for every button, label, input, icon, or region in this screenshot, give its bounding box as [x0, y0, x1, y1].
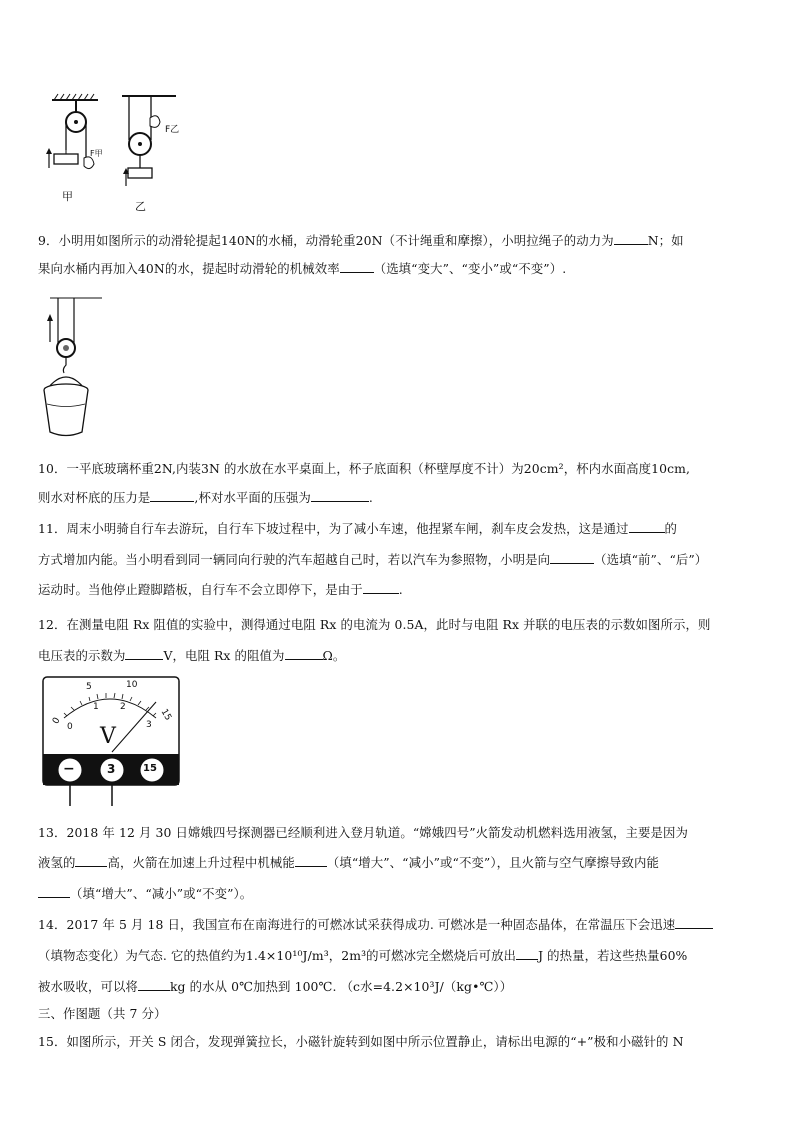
q9-blank-1[interactable]: [614, 233, 648, 245]
figure-label-jia: 甲: [62, 190, 73, 203]
q15-line1: 15．如图所示，开关 S 闭合，发现弹簧拉长，小磁针旋转到如图中所示位置静止，请标出电源的“+”极和小磁针的 N: [38, 1034, 684, 1049]
q13-blank-3[interactable]: [38, 886, 70, 898]
q11-line3: 运动时。当他停止蹬脚踏板，自行车不会立即停下，是由于 .: [38, 582, 403, 597]
q11-line2: 方式增加内能。当小明看到同一辆同向行驶的汽车超越自己时，若以汽车为参照物，小明是向 （选填“前”、“后”）: [38, 552, 708, 567]
q10-blank-2[interactable]: [311, 490, 369, 502]
terminal-negative[interactable]: −: [63, 761, 75, 777]
q14-line2: （填物态变化）为气态. 它的热值约为1.4×10¹⁰J/m³，2m³的可燃冰完全燃烧后可放出 J 的热量，若这些热量60%: [38, 948, 688, 963]
force-label-b: F乙: [165, 125, 180, 135]
q10-line1: 10．一平底玻璃杯重2N,内装3N 的水放在水平桌面上，杯子底面积（杯壁厚度不计）为20cm²，杯内水面高度10cm,: [38, 461, 691, 476]
q14-line1: 14．2017 年 5 月 18 日，我国宣布在南海进行的可燃冰试采获得成功. 可燃冰是一种固态晶体，在常温压下会迅速: [38, 915, 713, 933]
voltmeter-figure: [42, 676, 182, 808]
scale-big-10: 10: [126, 680, 138, 690]
q12-blank-2[interactable]: [285, 648, 323, 660]
terminal-3[interactable]: 3: [107, 762, 116, 776]
scale-small-3: 3: [146, 720, 152, 730]
q9-line2: 果向水桶内再加入40N的水，提起时动滑轮的机械效率 （选填“变大”、“变小”或“不变”）.: [38, 261, 567, 276]
force-label-a: F甲: [90, 149, 103, 158]
terminal-15[interactable]: 15: [143, 763, 157, 774]
q12-line2: 电压表的示数为 V，电阻 Rx 的阻值为 Ω。: [38, 648, 346, 663]
q13-blank-2[interactable]: [295, 855, 327, 867]
q11-blank-1[interactable]: [629, 521, 665, 533]
pulley-figure-top: [40, 88, 190, 213]
q12-line1: 12．在测量电阻 Rx 阻值的实验中，测得通过电阻 Rx 的电流为 0.5A，此时与电阻 Rx 并联的电压表的示数如图所示，则: [38, 617, 711, 632]
q14-line3: 被水吸收，可以将 kg 的水从 0℃加热到 100℃. （c水=4.2×10³J/（kg•℃））: [38, 979, 513, 994]
section-heading: 三、作图题（共 7 分）: [38, 1006, 167, 1021]
q14-blank-3[interactable]: [138, 979, 170, 991]
scale-small-2: 2: [120, 702, 126, 712]
q14-blank-1[interactable]: [675, 917, 713, 929]
q12-blank-1[interactable]: [125, 648, 163, 660]
scale-big-0: 0: [51, 716, 63, 726]
voltmeter-symbol: V: [100, 724, 116, 749]
q9-line1: 9．小明用如图所示的动滑轮提起140N的水桶，动滑轮重20N（不计绳重和摩擦），小明拉绳子的动力为 N；如: [38, 233, 684, 248]
scale-small-1: 1: [93, 702, 99, 712]
q13-blank-1[interactable]: [75, 855, 107, 867]
figure-label-yi: 乙: [135, 200, 146, 213]
scale-small-0: 0: [67, 722, 73, 732]
q13-line1: 13．2018 年 12 月 30 日嫦娥四号探测器已经顺利进入登月轨道。“嫦娥四号”火箭发动机燃料选用液氢，主要是因为: [38, 825, 688, 840]
q9-blank-2[interactable]: [340, 261, 374, 273]
q11-blank-3[interactable]: [363, 582, 399, 594]
q10-line2: 则水对杯底的压力是 ,杯对水平面的压强为 .: [38, 490, 373, 505]
q11-blank-2[interactable]: [550, 552, 594, 564]
q11-line1: 11．周末小明骑自行车去游玩，自行车下坡过程中，为了减小车速，他捏紧车闸，刹车皮会发热，这是通过 的: [38, 521, 678, 536]
q10-blank-1[interactable]: [150, 490, 194, 502]
bucket-pulley-figure: [36, 292, 116, 442]
q14-blank-2[interactable]: [516, 948, 538, 960]
scale-big-5: 5: [86, 682, 92, 692]
scale-big-15: 15: [158, 707, 173, 723]
q13-line2: 液氢的 高，火箭在加速上升过程中机械能 （填“增大”、“减小”或“不变”），且火箭与空气摩擦导致内能: [38, 855, 660, 870]
q13-line3: （填“增大”、“减小”或“不变”）。: [38, 884, 252, 902]
